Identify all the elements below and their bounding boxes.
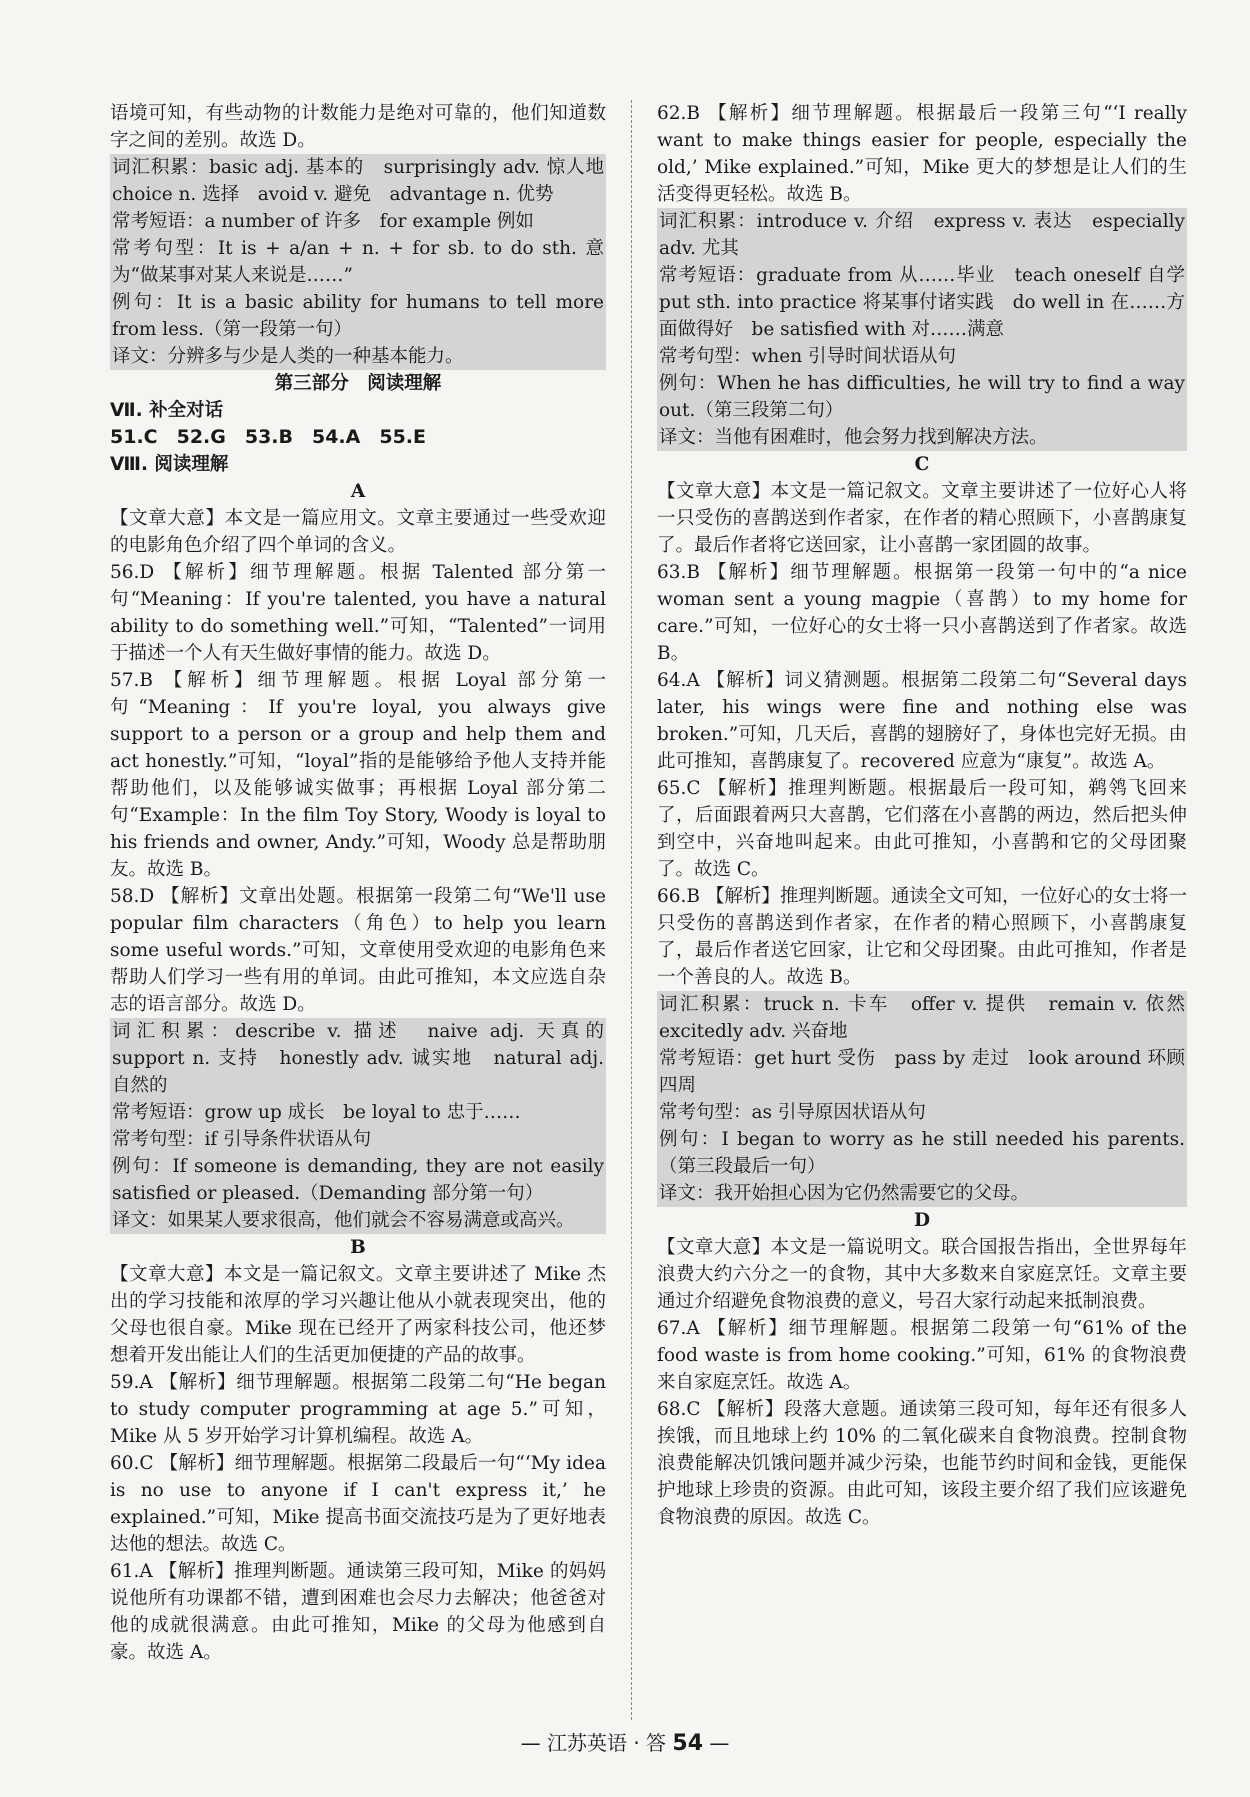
phrase-box: 常考短语：get hurt 受伤 pass by 走过 look around 环顾四周 — [657, 1045, 1187, 1099]
question-57: 57.B 【解析】细节理解题。根据 Loyal 部分第一句“Meaning：If you're loyal, you always give support to a person or a group and help them and act honestly.”可知，“loyal”指的是能够给予他人支持并能帮助他们，以及能够诚实做事；再根据 Loyal 部分第二句“Example：In the film Toy Story, Woody is loyal to his friends and owner, Andy.”可知，Woody 总是帮助朋友。故选 B。 — [110, 670, 606, 880]
left-column — [110, 100, 623, 1666]
question-61: 61.A 【解析】推理判断题。通读第三段可知，Mike 的妈妈说他所有功课都不错，遭到困难也会尽力去解决；他爸爸对他的成就很满意。由此可推知，Mike 的父母为他感到自豪。故选 A。 — [110, 1561, 606, 1663]
vocab-box: 词汇积累：describe v. 描述 naive adj. 天真的 support n. 支持 honestly adv. 诚实地 natural adj. 自然的 — [110, 1018, 606, 1099]
part-title: 第三部分 阅读理解 — [274, 373, 442, 394]
question-65: 65.C 【解析】推理判断题。根据最后一段可知，鹈鸰飞回来了，后面跟着两只大喜鹊，它们落在小喜鹊的两边，然后把头伸到空中，兴奋地叫起来。由此可推知，小喜鹊和它的父母团聚了。故选 C。 — [657, 778, 1187, 880]
phrase-box: 常考短语：grow up 成长 be loyal to 忠于…… — [110, 1099, 606, 1126]
question-64: 64.A 【解析】词义猜测题。根据第二段第二句“Several days later, his wings were fine and nothing else was broken.”可知，几天后，喜鹊的翅膀好了，身体也完好无损。由此可推知，喜鹊康复了。recovered 应意为“康复”。故选 A。 — [657, 670, 1187, 772]
question-58: 58.D 【解析】文章出处题。根据第一段第二句“We'll use popular film characters（角色）to help you learn some useful words.”可知，文章使用受欢迎的电影角色来帮助人们学习一些有用的单词。由此可推知，本文应选自杂志的语言部分。故选 D。 — [110, 886, 606, 1015]
example-sentence: 例句：When he has difficulties, he will try to find a way out.（第三段第二句） — [657, 370, 1187, 424]
question-67: 67.A 【解析】细节理解题。根据第二段第一句“61% of the food waste is from home cooking.”可知，61% 的食物浪费来自家庭烹饪。故选 A。 — [657, 1318, 1187, 1393]
paragraph-intro: 语境可知，有些动物的计数能力是绝对可靠的，他们知道数字之间的差别。故选 D。 — [110, 103, 606, 151]
answers-51-55: 51.C 52.G 53.B 54.A 55.E — [110, 426, 426, 448]
vocab-box: 词汇积累：basic adj. 基本的 surprisingly adv. 惊人地 choice n. 选择 avoid v. 避免 advantage n. 优势 — [110, 154, 606, 208]
right-column — [657, 100, 1204, 1531]
question-68: 68.C 【解析】段落大意题。通读第三段可知，每年还有很多人挨饿，而且地球上约 10% 的二氧化碳来自食物浪费。控制食物浪费能解决饥饿问题并减少污染，也能节约时间和金钱，更能保护地球上珍贵的资源。由此可知，该段主要介绍了我们应该避免食物浪费的原因。故选 C。 — [657, 1399, 1187, 1528]
summary-d: 【文章大意】本文是一篇说明文。联合国报告指出，全世界每年浪费大约六分之一的食物，其中大多数来自家庭烹饪。文章主要通过介绍避免食物浪费的意义，号召大家行动起来抵制浪费。 — [657, 1237, 1187, 1312]
passage-letter-c: C — [914, 454, 930, 475]
page-footer — [0, 1730, 1250, 1757]
summary-a: 【文章大意】本文是一篇应用文。文章主要通过一些受欢迎的电影角色介绍了四个单词的含义。 — [110, 508, 606, 556]
footer-end: — — [703, 1731, 730, 1755]
page-number: 54 — [672, 1731, 704, 1756]
passage-letter-a: A — [350, 481, 366, 502]
translation: 译文：当他有困难时，他会努力找到解决方法。 — [657, 424, 1187, 451]
question-60: 60.C 【解析】细节理解题。根据第二段最后一句“‘My idea is no use to anyone if I can't express it,’ he explained.”可知，Mike 提高书面交流技巧是为了更好地表达他的想法。故选 C。 — [110, 1453, 606, 1555]
phrase-box: 常考短语：graduate from 从……毕业 teach oneself 自学 put sth. into practice 将某事付诸实践 do well in 在……方面做得好 be satisfied with 对……满意 — [657, 262, 1187, 343]
question-56: 56.D 【解析】细节理解题。根据 Talented 部分第一句“Meaning：If you're talented, you have a natural ability to do something well.”可知，“Talented”一词用于描述一个人有天生做好事情的能力。故选 D。 — [110, 562, 606, 664]
translation: 译文：我开始担心因为它仍然需要它的父母。 — [657, 1180, 1187, 1207]
column-divider — [631, 100, 632, 1720]
summary-b: 【文章大意】本文是一篇记叙文。文章主要讲述了 Mike 杰出的学习技能和浓厚的学习兴趣让他从小就表现突出，他的父母也很自豪。Mike 现在已经开了两家科技公司，他还梦想着开发出能让人们的生活更加便捷的产品的故事。 — [110, 1264, 606, 1366]
summary-c: 【文章大意】本文是一篇记叙文。文章主要讲述了一位好心人将一只受伤的喜鹊送到作者家，在作者的精心照顾下，小喜鹊康复了。最后作者将它送回家，让小喜鹊一家团圆的故事。 — [657, 481, 1187, 556]
phrase-box: 常考短语：a number of 许多 for example 例如 — [110, 208, 606, 235]
example-sentence: 例句：It is a basic ability for humans to tell more from less.（第一段第一句） — [110, 289, 606, 343]
pattern-box: 常考句型：It is + a/an + n. + for sb. to do sth. 意为“做某事对某人来说是……” — [110, 235, 606, 289]
footer-label: — 江苏英语 · 答 — [520, 1731, 673, 1755]
example-sentence: 例句：I began to worry as he still needed his parents.（第三段最后一句） — [657, 1126, 1187, 1180]
pattern-box: 常考句型：as 引导原因状语从句 — [657, 1099, 1187, 1126]
example-sentence: 例句：If someone is demanding, they are not easily satisfied or pleased.（Demanding 部分第一句） — [110, 1153, 606, 1207]
question-62: 62.B 【解析】细节理解题。根据最后一段第三句“‘I really want to make things easier for people, especially the old,’ Mike explained.”可知，Mike 更大的梦想是让人们的生活变得更轻松。故选 B。 — [657, 103, 1187, 205]
vocab-box: 词汇积累：introduce v. 介绍 express v. 表达 especially adv. 尤其 — [657, 208, 1187, 262]
section-heading-7: Ⅶ. 补全对话 — [110, 400, 224, 421]
section-heading-8: Ⅷ. 阅读理解 — [110, 454, 229, 475]
question-66: 66.B 【解析】推理判断题。通读全文可知，一位好心的女士将一只受伤的喜鹊送到作者家，在作者的精心照顾下，小喜鹊康复了，最后作者送它回家，让它和父母团聚。由此可推知，作者是一个善良的人。故选 B。 — [657, 886, 1187, 988]
passage-letter-d: D — [913, 1210, 931, 1231]
translation: 译文：分辨多与少是人类的一种基本能力。 — [110, 343, 606, 370]
pattern-box: 常考句型：when 引导时间状语从句 — [657, 343, 1187, 370]
pattern-box: 常考句型：if 引导条件状语从句 — [110, 1126, 606, 1153]
vocab-box: 词汇积累：truck n. 卡车 offer v. 提供 remain v. 依然 excitedly adv. 兴奋地 — [657, 991, 1187, 1045]
translation: 译文：如果某人要求很高，他们就会不容易满意或高兴。 — [110, 1207, 606, 1234]
question-63: 63.B 【解析】细节理解题。根据第一段第一句中的“a nice woman sent a young magpie（喜鹊）to my home for care.”可知，一位好心的女士将一只小喜鹊送到了作者家。故选 B。 — [657, 562, 1187, 664]
question-59: 59.A 【解析】细节理解题。根据第二段第二句“He began to study computer programming at age 5.”可知，Mike 从 5 岁开始学习计算机编程。故选 A。 — [110, 1372, 606, 1447]
passage-letter-b: B — [350, 1237, 366, 1258]
